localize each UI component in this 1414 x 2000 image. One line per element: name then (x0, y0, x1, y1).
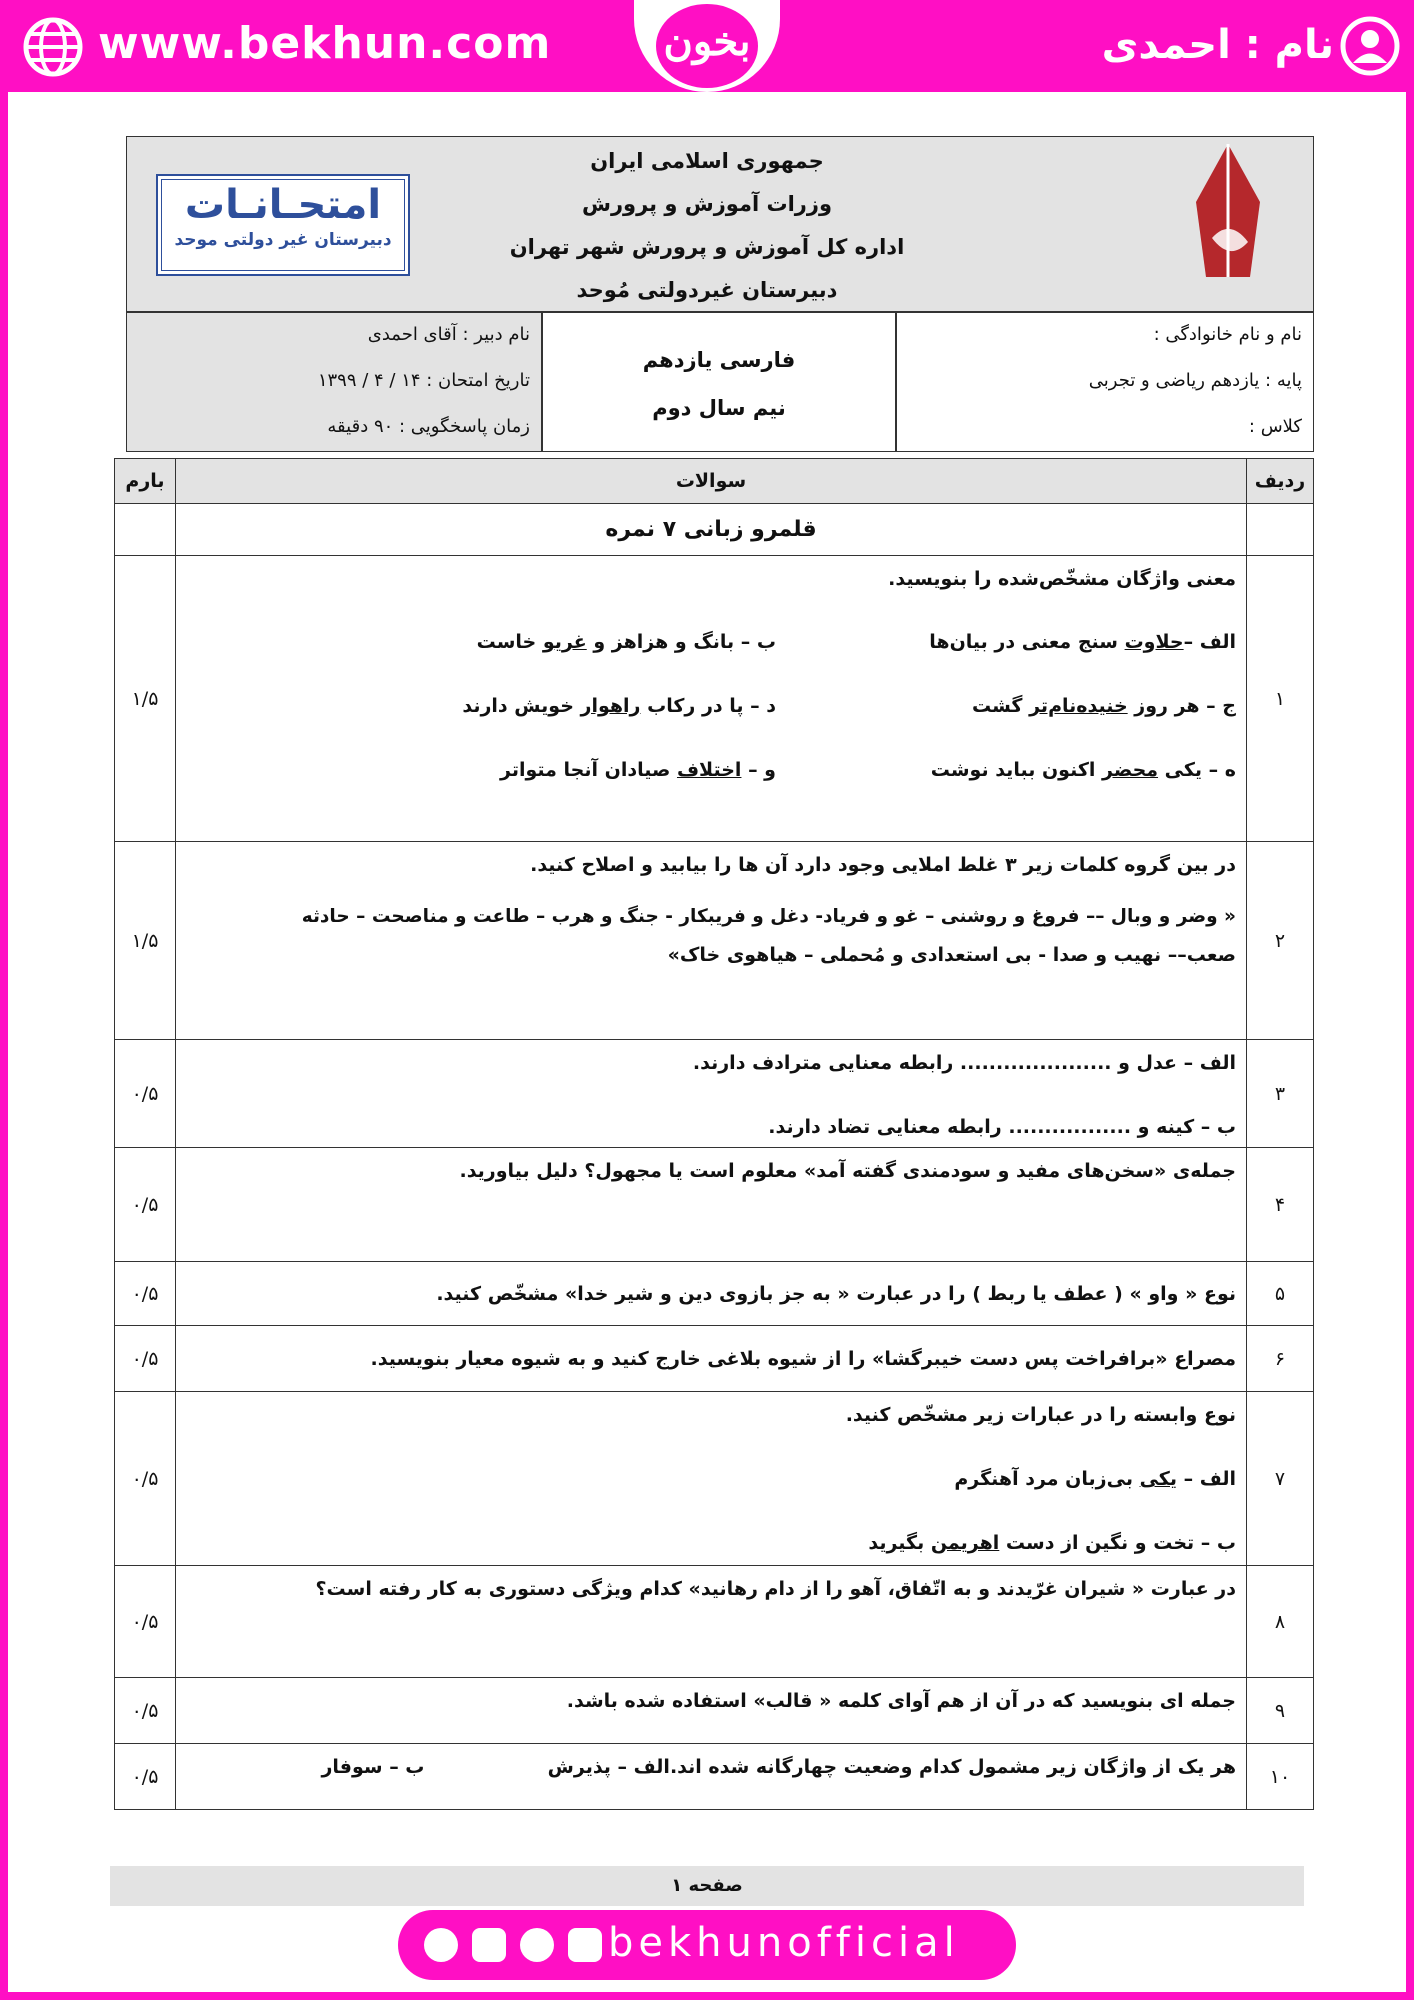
question-text: جمله ای بنویسید که در آن از هم آوای کلمه « قالب» استفاده شده باشد. (566, 1690, 1236, 1712)
teacher-field: نام دبیر : آقای احمدی (367, 324, 530, 345)
exams-stamp (156, 174, 410, 276)
site-url[interactable]: www.bekhun.com (98, 18, 552, 69)
question-row (115, 1326, 1314, 1392)
questions-table (114, 458, 1314, 1810)
header-lines (440, 140, 974, 312)
duration-field: زمان پاسخگویی : ۹۰ دقیقه (327, 416, 530, 437)
question-score: ۱/۵ (115, 556, 176, 842)
school-pen-logo (1190, 142, 1266, 282)
q7-item-b: ب – تخت و نگین از دست اهریمن بگیرید (868, 1532, 1236, 1554)
question-text: در عبارت « شیران غرّیدند و به اتّفاق، آهو را از دام رهانید» کدام ویژگی دستوری به کار رفته است؟ (315, 1578, 1236, 1600)
question-text-line: ب – کینه و ................. رابطه معنایی تضاد دارند. (768, 1116, 1236, 1138)
question-text-line: صعب–– نهیب و صدا - بی استعدادی و مُحملی – هیاهوی خاک» (667, 944, 1236, 966)
q7-item-a: الف – یکی بی‌زبان مرد آهنگرم (954, 1468, 1236, 1490)
question-text-cell (176, 1566, 1247, 1678)
question-number: ۱۰ (1247, 1744, 1314, 1810)
header-line: وزرات آموزش و پرورش (581, 192, 833, 216)
question-number: ۸ (1247, 1566, 1314, 1678)
q1-item-b: ب – بانگ و هزاهز و غریو خاست (476, 631, 776, 653)
question-score: ۰/۵ (115, 1262, 176, 1326)
question-score: ۰/۵ (115, 1148, 176, 1262)
telegram-icon[interactable] (520, 1928, 554, 1962)
student-info (906, 312, 1302, 450)
question-score: ۰/۵ (115, 1326, 176, 1392)
youtube-icon[interactable] (472, 1928, 506, 1962)
question-text-cell (176, 1040, 1247, 1148)
stamp-subtitle: دبیرستان غیر دولتی موحد (174, 230, 392, 250)
question-row (115, 1392, 1314, 1566)
question-text-cell (176, 842, 1247, 1040)
question-number: ۹ (1247, 1678, 1314, 1744)
brand-logo-text: بخون (663, 18, 751, 65)
social-handle[interactable]: bekhunofficial (608, 1920, 960, 1966)
section-empty-cell (115, 504, 176, 556)
question-number: ۱ (1247, 556, 1314, 842)
stamp-title: امتحـانـات (184, 182, 382, 228)
question-text-line: الف – عدل و ..................... رابطه معنایی مترادف دارند. (692, 1052, 1236, 1074)
question-number: ۷ (1247, 1392, 1314, 1566)
question-row (115, 842, 1314, 1040)
question-text-cell (176, 1678, 1247, 1744)
q1-item-f: و – اختلاف صیادان آنجا متواتر (500, 759, 776, 781)
question-number: ۴ (1247, 1148, 1314, 1262)
question-score: ۰/۵ (115, 1744, 176, 1810)
question-row (115, 556, 1314, 842)
q1-item-e: ه – یکی محضر اکنون بباید نوشت (930, 759, 1236, 781)
globe-icon (22, 16, 84, 78)
question-number: ۳ (1247, 1040, 1314, 1148)
header-line: دبیرستان غیردولتی مُوحد (576, 278, 838, 302)
q1-item-c: ج – هر روز خنیده‌نام‌تر گشت (971, 695, 1236, 717)
question-row (115, 1566, 1314, 1678)
question-text: هر یک از واژگان زیر مشمول کدام وضعیت چهارگانه شده اند.الف – پذیرش (547, 1756, 1236, 1778)
q1-item-d: د – پا در رکاب راهوار خویش دارند (462, 695, 776, 717)
question-score: ۰/۵ (115, 1392, 176, 1566)
section-empty-cell (1247, 504, 1314, 556)
term-title: نیم سال دوم (652, 396, 786, 420)
question-score: ۱/۵ (115, 842, 176, 1040)
question-text: در بین گروه کلمات زیر ۳ غلط املایی وجود دارد آن ها را بیابید و اصلاح کنید. (530, 854, 1236, 876)
question-text-cell (176, 1392, 1247, 1566)
social-bar[interactable] (398, 1910, 1016, 1980)
page-number: صفحه ۱ (110, 1866, 1304, 1906)
section-title: قلمرو زبانی ۷ نمره (176, 504, 1247, 556)
question-text-cell (176, 1744, 1247, 1810)
question-text-line: « وضر و وبال –– فروغ و روشنی – غو و فریاد- دغل و فریبکار - جنگ و هرب – طاعت و مناصحت – حادثه (301, 906, 1236, 927)
question-text: نوع وابسته را در عبارات زیر مشخّص کنید. (845, 1404, 1236, 1426)
instagram-icon[interactable] (424, 1928, 458, 1962)
camera-icon[interactable] (568, 1928, 602, 1962)
question-row (115, 1040, 1314, 1148)
question-text-cell (176, 556, 1247, 842)
student-name-tag: نام : احمدی (1101, 22, 1334, 68)
q10-item-b: ب – سوفار (321, 1756, 425, 1778)
question-number: ۵ (1247, 1262, 1314, 1326)
subject-title: فارسی یازدهم (642, 348, 796, 372)
exam-date-field: تاریخ امتحان : ۱۴ / ۴ / ۱۳۹۹ (317, 370, 530, 391)
col-score-header: بارم (115, 459, 176, 504)
question-number: ۶ (1247, 1326, 1314, 1392)
header-line: اداره کل آموزش و پرورش شهر تهران (509, 235, 905, 259)
question-text: مصراع «برافراخت پس دست خیبرگشا» را از شیوه بلاغی خارج کنید و به شیوه معیار بنویسید. (176, 1326, 1247, 1392)
subject-info (544, 336, 894, 432)
question-row (115, 1678, 1314, 1744)
grade-field: پایه : یازدهم ریاضی و تجربی (1088, 370, 1302, 391)
question-text: معنی واژگان مشخّص‌شده را بنویسید. (888, 568, 1236, 590)
class-field: کلاس : (1248, 416, 1302, 437)
col-questions-header: سوالات (176, 459, 1247, 504)
question-text-cell (176, 1148, 1247, 1262)
question-text: جمله‌ی «سخن‌های مفید و سودمندی گفته آمد» معلوم است یا مجهول؟ دلیل بیاورید. (459, 1160, 1236, 1182)
question-score: ۰/۵ (115, 1040, 176, 1148)
q1-item-a: الف –حلاوت سنج معنی در بیان‌ها (929, 631, 1236, 653)
teacher-info (136, 312, 530, 450)
col-row-header: ردیف (1247, 459, 1314, 504)
question-row (115, 1262, 1314, 1326)
question-row (115, 1148, 1314, 1262)
question-text: نوع « واو » ( عطف یا ربط ) را در عبارت « به جز بازوی دین و شیر خدا» مشخّص کنید. (176, 1262, 1247, 1326)
question-score: ۰/۵ (115, 1566, 176, 1678)
question-row (115, 1744, 1314, 1810)
header-line: جمهوری اسلامی ایران (590, 149, 824, 173)
user-icon (1340, 16, 1400, 76)
question-score: ۰/۵ (115, 1678, 176, 1744)
question-number: ۲ (1247, 842, 1314, 1040)
student-name-field: نام و نام خانوادگی : (1153, 324, 1302, 345)
